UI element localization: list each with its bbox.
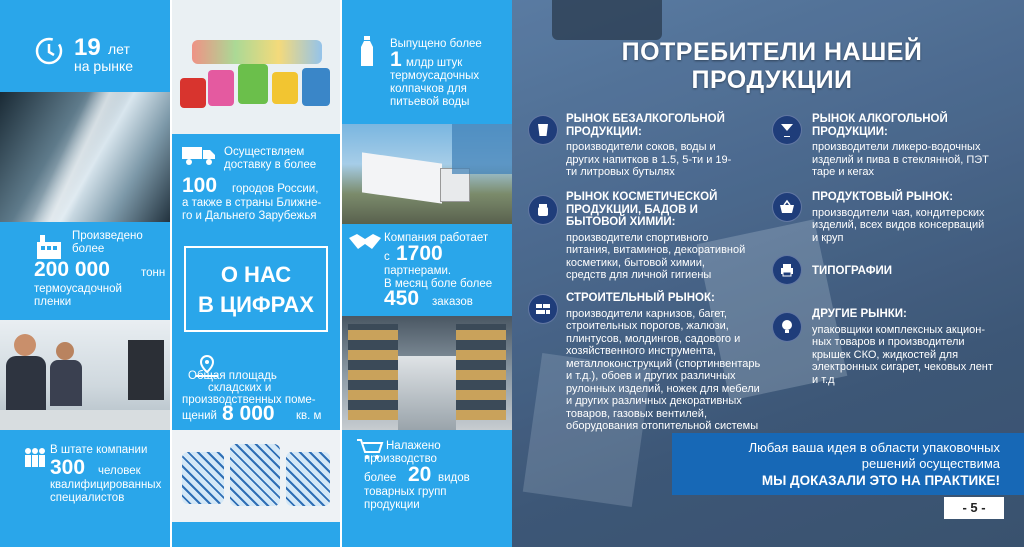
slogan-line1: Любая ваша идея в области упаковочных: [748, 440, 1000, 455]
office-team-photo: [0, 320, 170, 430]
produced-number: 200 000: [34, 258, 110, 281]
warehouse-prefix: щений: [182, 410, 217, 422]
person-figure: [14, 334, 36, 356]
groups-number: 20: [408, 463, 432, 486]
slogan-banner: [672, 433, 1024, 495]
about-line1: О НАС: [220, 262, 292, 287]
warehouse-unit: кв. м: [296, 410, 322, 422]
caps-photo: [172, 0, 340, 134]
bottle-icon: [360, 36, 374, 68]
shelf-left: [348, 324, 398, 420]
slogan-line2: решений осуществима: [861, 456, 1000, 471]
category-desc: производители соков, воды и других напитков в 1.5, 5-ти и 19-ти литровых бутылях: [566, 141, 732, 178]
staff-number: 300: [50, 456, 86, 479]
person-figure-2: [56, 342, 74, 360]
years-label-2: на рынке: [74, 58, 134, 74]
cap-blue: [302, 68, 330, 106]
partners-orders-unit: заказов: [432, 296, 473, 308]
cap-green: [238, 64, 268, 104]
category-title: СТРОИТЕЛЬНЫЙ РЫНОК:: [566, 292, 715, 304]
caps-line3: колпачков для: [390, 83, 467, 95]
bottom-strip-mid: [172, 522, 340, 547]
handshake-icon: [348, 232, 382, 252]
partners-line2: партнерами.: [384, 265, 452, 277]
monitor: [128, 340, 164, 400]
tape-rolls-photo: [172, 430, 340, 522]
groups-unit: видов: [438, 472, 470, 484]
groups-line3: товарных групп: [364, 486, 447, 498]
roll-1: [182, 452, 224, 504]
partners-orders-number: 450: [384, 287, 420, 310]
about-line2: В ЦИФРАХ: [198, 292, 314, 317]
groups-prefix: более: [364, 472, 397, 484]
years-number: 19: [74, 34, 101, 61]
cap-yellow: [272, 72, 298, 104]
right-page: [512, 0, 1024, 547]
partners-line1: Компания работает: [384, 232, 489, 244]
staff-line3: специалистов: [50, 492, 125, 504]
lightbulb-icon: [772, 312, 802, 342]
category-alcohol: [812, 113, 992, 179]
film-roll-highlight: [30, 92, 131, 222]
caps-prefix: Выпущено более: [390, 38, 482, 50]
bricks-icon: [528, 294, 558, 324]
caps-number: 1: [390, 48, 402, 71]
produced-unit: тонн: [141, 267, 166, 279]
delivery-unit: городов России,: [232, 183, 319, 195]
partners-line3: В месяц боле более: [384, 278, 493, 290]
tablet-shape: [552, 0, 662, 40]
delivery-line2: доставку в более: [224, 159, 317, 171]
produced-line3: термоусадочной: [34, 283, 122, 295]
staff-unit: человек: [98, 465, 141, 477]
aisle: [398, 356, 456, 430]
category-desc: упаковщики комплексных акцион-ных товаров и производители крышек СКО, жидкостей для электронных сигарет, чековых лент и т.д: [812, 323, 993, 386]
category-desc: производители карнизов, багет, строительных порогов, жалюзи, плинтусов, молдингов, садового и хозяйственного инструмента, металлоконструкций (спортинвентарь и т.д.), обоев и других различных рулонных изделий, ножек для мебели и других различных декоративных товаров, газовых вентилей, оборудования отопительной системы: [566, 307, 761, 432]
category-soft-drinks: [566, 113, 741, 179]
partners-prefix: с: [384, 251, 390, 263]
warehouse-line2: складских и: [208, 382, 272, 394]
caps-tile: [342, 0, 512, 124]
clock-icon: [34, 36, 64, 66]
truck-trailer: [362, 152, 442, 203]
page-title: [572, 38, 972, 94]
roll-2: [230, 444, 280, 506]
category-desc: производители спортивного питания, витаминов, декоративной косметики, бытовой химии, средств для личной гигиены: [566, 231, 746, 281]
partners-number: 1700: [396, 242, 443, 265]
delivery-tile: [172, 134, 340, 234]
staff-line2: квалифицированных: [50, 479, 162, 491]
category-title: ДРУГИЕ РЫНКИ:: [812, 308, 907, 320]
category-food: [812, 191, 992, 244]
film-roll-photo: [0, 92, 170, 222]
groups-line2: производство: [364, 453, 437, 465]
person-body-2: [50, 360, 82, 406]
category-printing: [812, 265, 992, 278]
staff-line1: В штате компании: [50, 444, 148, 456]
delivery-number: 100: [182, 174, 218, 197]
delivery-line3: а также в страны Ближне-: [182, 197, 322, 209]
category-desc: производители чая, кондитерских изделий, всех видов консерваций и круп: [812, 206, 985, 244]
page-title-line1: ПОТРЕБИТЕЛИ НАШЕЙ: [621, 38, 923, 66]
roll-3: [286, 452, 330, 506]
caps-line4: питьевой воды: [390, 96, 470, 108]
delivery-line4: го и Дальнего Зарубежья: [182, 210, 317, 222]
page-number: - 5 -: [944, 497, 1004, 519]
produced-line1: Произведено: [72, 230, 143, 242]
years-tile: [0, 0, 170, 92]
warehouse-photo: [342, 316, 512, 430]
warehouse-tile: [172, 344, 340, 430]
cocktail-icon: [772, 115, 802, 145]
produced-tile: [0, 222, 170, 320]
category-title: РЫНОК КОСМЕТИЧЕСКОЙ ПРОДУКЦИИ, БАДОВ И БЫТОВОЙ ХИМИИ:: [566, 191, 718, 228]
category-title: ТИПОГРАФИИ: [812, 265, 893, 277]
groups-line4: продукции: [364, 499, 420, 511]
page-title-line2: ПРОДУКЦИИ: [691, 66, 853, 94]
warehouse-line3: производственных поме-: [182, 394, 316, 406]
people-icon: [22, 446, 48, 470]
groups-tile: [342, 430, 512, 547]
produced-line4: пленки: [34, 296, 72, 308]
cap-row-2: [192, 40, 322, 64]
warehouse-line1: Общая площадь: [188, 370, 277, 382]
delivery-line1: Осуществляем: [224, 146, 305, 158]
desk: [0, 410, 170, 430]
category-title: РЫНОК АЛКОГОЛЬНОЙ ПРОДУКЦИИ:: [812, 113, 948, 138]
groups-line1: Налажено: [386, 440, 441, 452]
category-desc: производители ликеро-водочных изделий и пива в стеклянной, ПЭТ таре и кегах: [812, 141, 989, 178]
caps-unit: млдр штук: [406, 57, 463, 69]
printer-icon: [772, 255, 802, 285]
partners-tile: [342, 224, 512, 316]
truck-photo: [342, 124, 512, 224]
glass-water-icon: [528, 115, 558, 145]
sea: [452, 124, 512, 174]
category-construction: [566, 292, 766, 433]
truck-icon: [182, 144, 216, 166]
caps-line2: термоусадочных: [390, 70, 480, 82]
cosmetics-jar-icon: [528, 195, 558, 225]
category-cosmetics: [566, 191, 746, 282]
cap-pink: [208, 70, 234, 106]
basket-icon: [772, 192, 802, 222]
shelf-right: [456, 324, 506, 420]
person-body: [6, 356, 46, 410]
cap-red: [180, 78, 206, 108]
years-label: лет: [108, 41, 130, 57]
slogan-line3: МЫ ДОКАЗАЛИ ЭТО НА ПРАКТИКЕ!: [761, 473, 1000, 488]
category-other: [812, 308, 1002, 386]
category-title: РЫНОК БЕЗАЛКОГОЛЬНОЙ ПРОДУКЦИИ:: [566, 113, 725, 138]
warehouse-number: 8 000: [222, 402, 275, 425]
about-center-tile: [172, 234, 340, 344]
about-box: [184, 246, 328, 332]
category-title: ПРОДУКТОВЫЙ РЫНОК:: [812, 191, 954, 203]
produced-line2: более: [72, 243, 105, 255]
staff-tile: [0, 430, 170, 547]
